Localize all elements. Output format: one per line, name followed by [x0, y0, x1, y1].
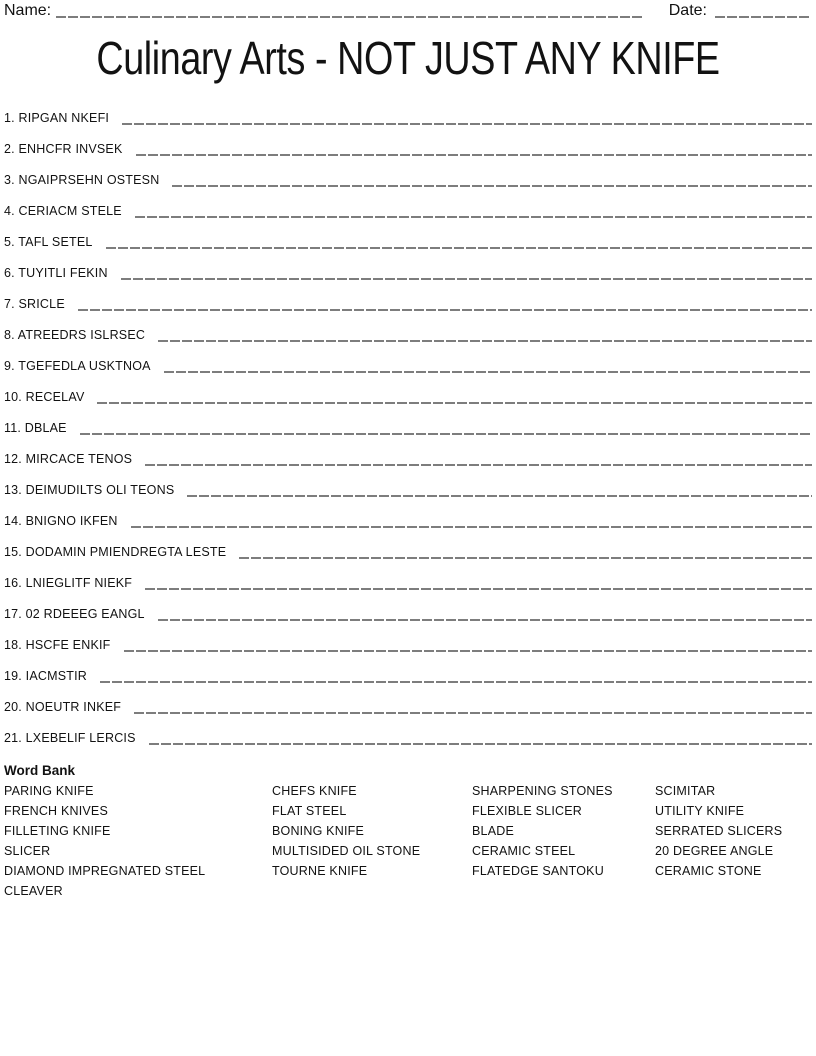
word-bank-column: [655, 781, 812, 881]
word-bank-column: [4, 781, 272, 901]
name-blank-line: [56, 16, 643, 18]
word-bank-item: TOURNE KNIFE: [272, 864, 368, 878]
question-clue: 16. LNIEGLITF NIEKF: [4, 576, 133, 590]
word-bank-item: UTILITY KNIFE: [655, 804, 745, 818]
question-row: [4, 126, 812, 157]
question-clue: 3. NGAIPRSEHN OSTESN: [4, 173, 160, 187]
answer-blank-line: [97, 402, 812, 404]
answer-blank-line: [145, 588, 812, 590]
question-row: [4, 560, 812, 591]
answer-blank-line: [239, 557, 812, 559]
word-bank-item: FRENCH KNIVES: [4, 804, 109, 818]
answer-blank-line: [124, 650, 813, 652]
word-bank-item: SERRATED SLICERS: [655, 824, 783, 838]
question-clue: 6. TUYITLI FEKIN: [4, 266, 108, 280]
word-bank-item: CERAMIC STEEL: [472, 844, 576, 858]
answer-blank-line: [134, 712, 812, 714]
answer-blank-line: [121, 278, 812, 280]
answer-blank-line: [136, 154, 812, 156]
word-bank-item: CERAMIC STONE: [655, 864, 762, 878]
page-title: [0, 34, 816, 82]
question-clue: 11. DBLAE: [4, 421, 67, 435]
word-bank-item: BLADE: [472, 824, 514, 838]
word-bank-item: CHEFS KNIFE: [272, 784, 357, 798]
name-label: Name:: [4, 2, 52, 19]
word-bank-item: FLEXIBLE SLICER: [472, 804, 582, 818]
answer-blank-line: [158, 340, 812, 342]
question-row: [4, 219, 812, 250]
question-row: [4, 95, 812, 126]
question-row: [4, 405, 812, 436]
question-row: [4, 684, 812, 715]
question-row: [4, 529, 812, 560]
question-row: [4, 157, 812, 188]
question-clue: 5. TAFL SETEL: [4, 235, 93, 249]
word-bank-item: PARING KNIFE: [4, 784, 94, 798]
answer-blank-line: [122, 123, 812, 125]
question-row: [4, 467, 812, 498]
question-clue: 18. HSCFE ENKIF: [4, 638, 111, 652]
question-row: [4, 498, 812, 529]
name-date-header: [0, 0, 816, 20]
question-clue: 12. MIRCACE TENOS: [4, 452, 133, 466]
question-clue: 10. RECELAV: [4, 390, 85, 404]
answer-blank-line: [149, 743, 812, 745]
word-bank-item: FLATEDGE SANTOKU: [472, 864, 604, 878]
question-row: [4, 374, 812, 405]
word-bank: [4, 761, 812, 901]
word-bank-column: [472, 781, 655, 881]
question-row: [4, 622, 812, 653]
answer-blank-line: [164, 371, 812, 373]
question-row: [4, 312, 812, 343]
word-bank-item: 20 DEGREE ANGLE: [655, 844, 774, 858]
answer-blank-line: [135, 216, 812, 218]
answer-blank-line: [145, 464, 812, 466]
question-clue: 7. SRICLE: [4, 297, 65, 311]
question-clue: 8. ATREEDRS ISLRSEC: [4, 328, 146, 342]
question-clue: 2. ENHCFR INVSEK: [4, 142, 123, 156]
question-clue: 9. TGEFEDLA USKTNOA: [4, 359, 151, 373]
question-clue: 4. CERIACM STELE: [4, 204, 122, 218]
answer-blank-line: [78, 309, 812, 311]
word-bank-item: SLICER: [4, 844, 51, 858]
word-bank-item: SHARPENING STONES: [472, 784, 613, 798]
answer-blank-line: [172, 185, 812, 187]
question-clue: 21. LXEBELIF LERCIS: [4, 731, 136, 745]
word-bank-item: DIAMOND IMPREGNATED STEEL: [4, 864, 206, 878]
answer-blank-line: [80, 433, 812, 435]
date-label: Date:: [668, 2, 707, 19]
question-row: [4, 250, 812, 281]
question-row: [4, 436, 812, 467]
question-row: [4, 591, 812, 622]
page-title-text: Culinary Arts - NOT JUST ANY KNIFE: [96, 32, 720, 84]
question-row: [4, 188, 812, 219]
word-bank-item: SCIMITAR: [655, 784, 716, 798]
word-bank-item: FLAT STEEL: [272, 804, 347, 818]
question-clue: 13. DEIMUDILTS OLI TEONS: [4, 483, 175, 497]
word-bank-heading: Word Bank: [4, 763, 76, 778]
question-row: [4, 715, 812, 746]
answer-blank-line: [187, 495, 812, 497]
word-bank-item: CLEAVER: [4, 884, 63, 898]
question-clue: 19. IACMSTIR: [4, 669, 87, 683]
answer-blank-line: [158, 619, 812, 621]
question-row: [4, 653, 812, 684]
word-bank-item: FILLETING KNIFE: [4, 824, 111, 838]
date-blank-line: [715, 16, 811, 18]
answer-blank-line: [131, 526, 812, 528]
question-clue: 17. 02 RDEEEG EANGL: [4, 607, 145, 621]
question-clue: 14. BNIGNO IKFEN: [4, 514, 118, 528]
word-bank-item: MULTISIDED OIL STONE: [272, 844, 421, 858]
question-row: [4, 281, 812, 312]
answer-blank-line: [100, 681, 812, 683]
answer-blank-line: [106, 247, 812, 249]
question-row: [4, 343, 812, 374]
question-clue: 20. NOEUTR INKEF: [4, 700, 122, 714]
word-bank-column: [272, 781, 472, 881]
question-clue: 15. DODAMIN PMIENDREGTA LESTE: [4, 545, 227, 559]
question-list: [4, 95, 812, 746]
word-bank-item: BONING KNIFE: [272, 824, 364, 838]
word-bank-columns: [4, 781, 812, 901]
question-clue: 1. RIPGAN NKEFI: [4, 111, 110, 125]
